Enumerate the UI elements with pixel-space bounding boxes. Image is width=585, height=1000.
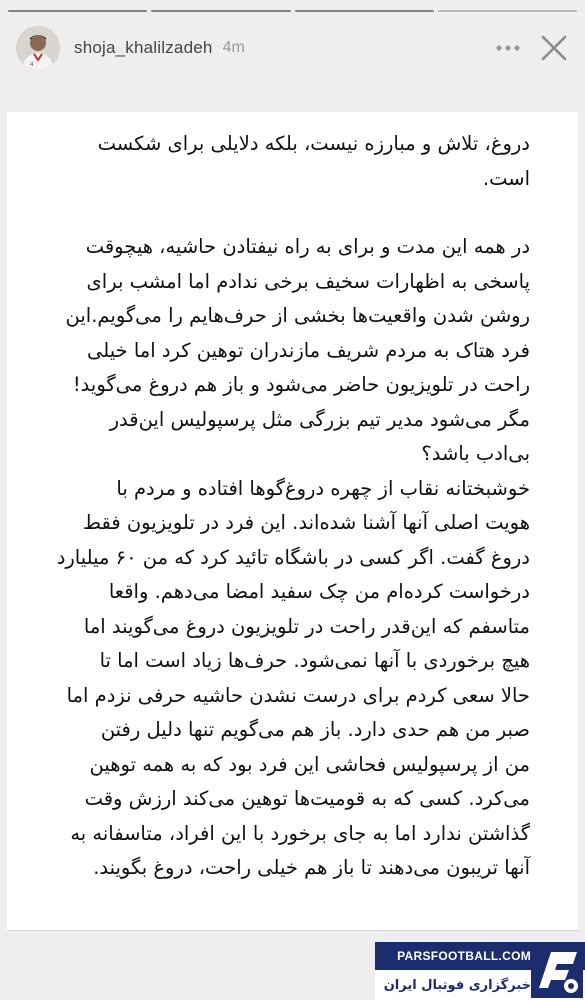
post-paragraph-1: دروغ، تلاش و مبارزه نیست، بلکه دلایلی برای شکست است.	[97, 132, 530, 190]
more-horizontal-icon	[495, 44, 521, 52]
story-post-card	[7, 112, 578, 931]
post-paragraph-2: در همه این مدت و برای به راه نیفتادن حاشیه، هیچوقت پاسخی به اظهارات سخیف برخی ندادم اما امشب برای روشن شدن واقعیت‌ها بخشی از حرف‌هایم را می‌گویم.این فرد هتاک به مردم شریف مازندران توهین کرد اما خیلی راحت در تلویزیون حاضر می‌شود و باز هم دروغ می‌گوید! مگر می‌شود مدیر تیم بزرگی مثل پرسپولیس این‌قدر بی‌ادب باشد؟ خوشبختانه نقاب از چهره دروغ‌گوها افتاده و مردم با هویت اصلی آنها آشنا شده‌اند. این فرد در تلویزیون فقط دروغ گفت. اگر کسی در باشگاه تائید کرد که من ۶۰ میلیارد درخواست کرده‌ام من چک سفید امضا می‌دهم. واقعا متاسفم که این‌قدر راحت در تلویزیون دروغ می‌گویند اما هیچ برخوردی با آنها نمی‌شود. حرف‌ها زیاد است اما تا حالا سعی کردم برای درست نشدن حاشیه حرفی نزدم اما صبر من هم حدی دارد. باز هم می‌گویم تنها دلیل رفتن من از پرسپولیس فحاشی این فرد بود که به همه توهین می‌کرد. کسی که به قومیت‌ها توهین می‌کند ارزش وقت گذاشتن ندارد اما به جای برخورد با این افراد، متاسفانه به آنها تریبون می‌دهند تا باز هم خیلی راحت، دروغ بگویند.	[56, 235, 530, 879]
progress-segment-active	[438, 10, 577, 12]
watermark-site-label: PARSFOOTBALL.COM	[375, 942, 585, 970]
close-button[interactable]	[537, 31, 571, 65]
username[interactable]: shoja_khalilzadeh	[74, 38, 213, 57]
svg-text:4: 4	[30, 62, 34, 68]
watermark-tagline: خبرگزاری فوتبال ایران	[375, 970, 585, 1000]
story-header	[16, 24, 571, 72]
avatar-image	[16, 26, 60, 70]
close-icon	[540, 34, 568, 62]
parsfootball-watermark	[375, 942, 585, 1000]
more-options-button[interactable]	[491, 31, 525, 65]
story-progress-bar	[8, 10, 577, 12]
parsfootball-logo-icon	[531, 944, 583, 998]
post-time: 4m	[222, 39, 245, 56]
progress-segment	[295, 10, 434, 12]
progress-segment	[8, 10, 147, 12]
progress-segment	[151, 10, 290, 12]
avatar[interactable]	[16, 26, 60, 70]
